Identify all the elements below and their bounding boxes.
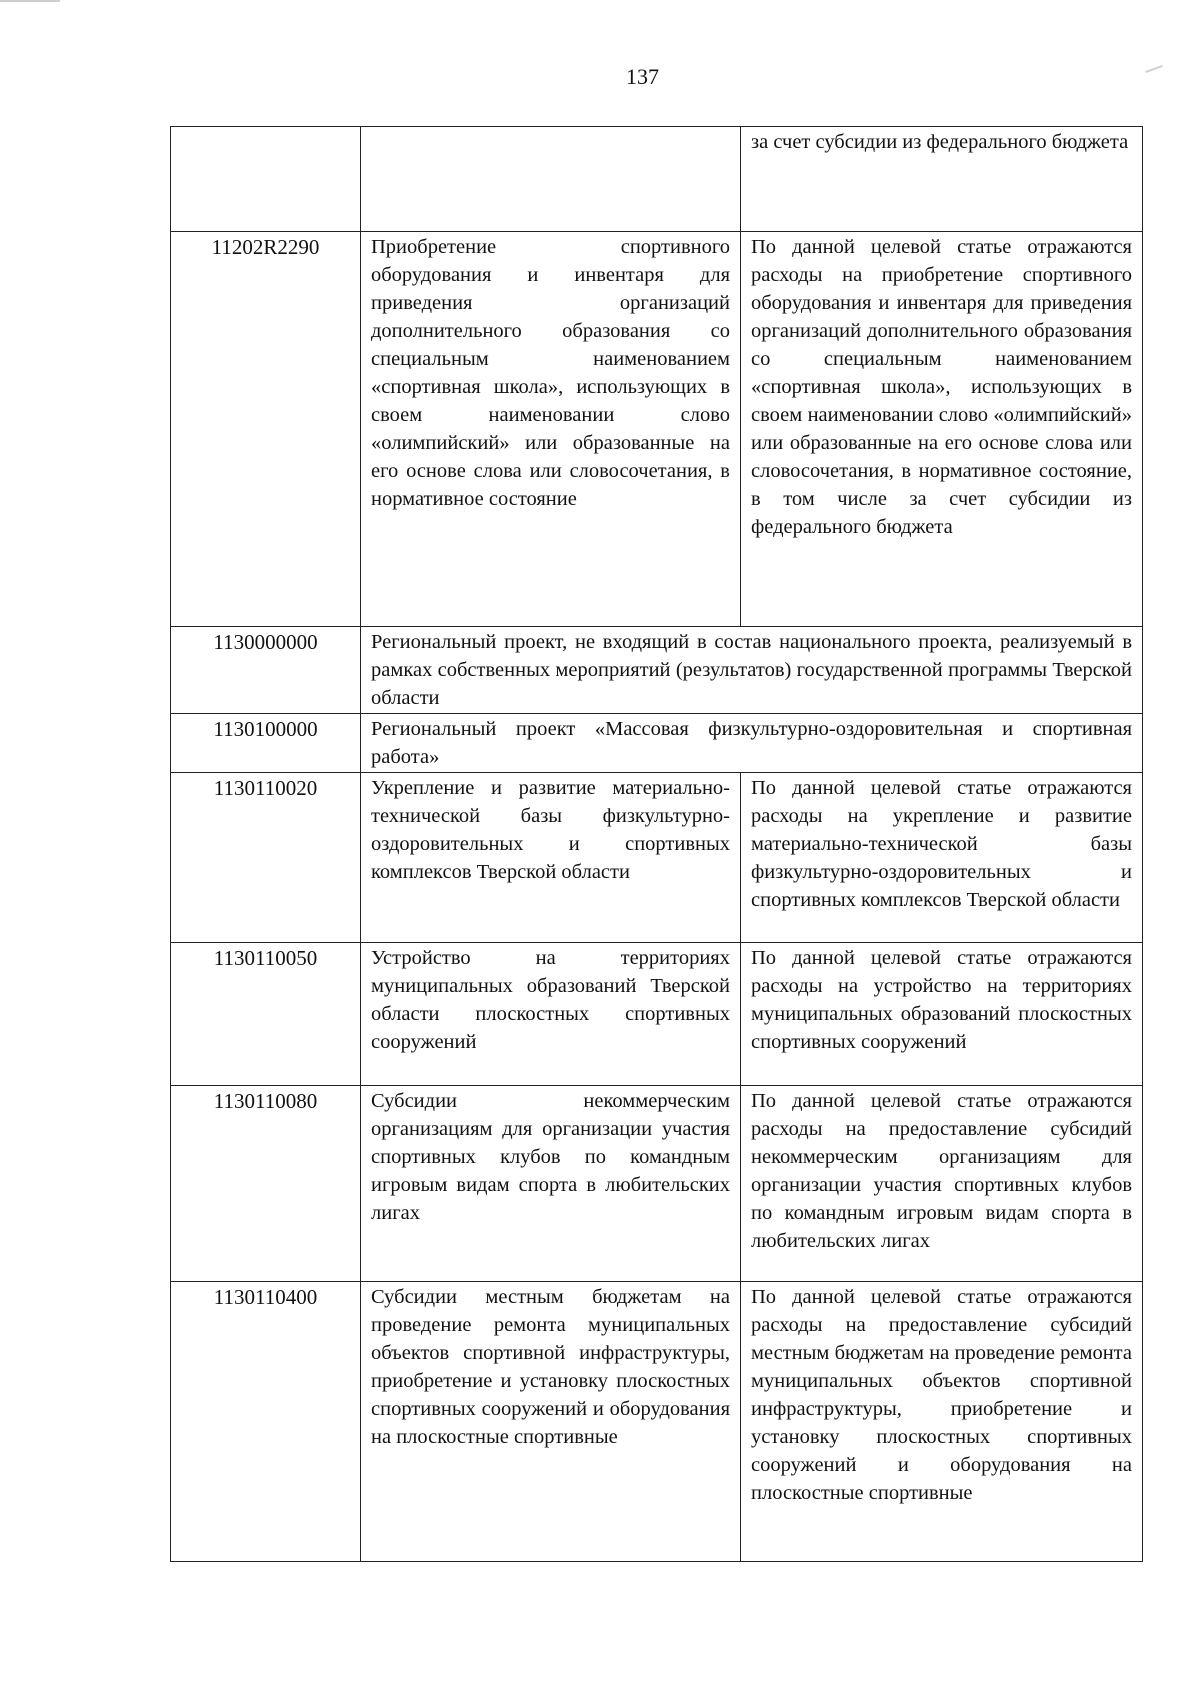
code-cell: 1130000000	[171, 627, 361, 714]
code-cell: 1130110080	[171, 1086, 361, 1282]
page-number: 137	[626, 64, 659, 89]
code-cell: 1130110050	[171, 943, 361, 1086]
code-cell: 1130100000	[171, 714, 361, 773]
code-cell: 1130110020	[171, 773, 361, 943]
description-cell: По данной целевой статье отражаются расходы на укрепление и развитие материально-технической базы физкультурно-оздоровительных и спортивных комплексов Тверской области	[741, 773, 1143, 943]
code-cell: 11202R2290	[171, 232, 361, 627]
description-cell: По данной целевой статье отражаются расходы на устройство на территориях муниципальных образований плоскостных спортивных сооружений	[741, 943, 1143, 1086]
code-cell: 1130110400	[171, 1282, 361, 1562]
budget-classification-table	[170, 126, 1143, 1562]
name-cell: Субсидии некоммерческим организациям для организации участия спортивных клубов по командным игровым видам спорта в любительских лигах	[361, 1086, 741, 1282]
table-row	[171, 1086, 1143, 1282]
name-cell: Устройство на территориях муниципальных образований Тверской области плоскостных спортивных сооружений	[361, 943, 741, 1086]
merged-description-cell: Региональный проект «Массовая физкультурно-оздоровительная и спортивная работа»	[361, 714, 1143, 773]
table-row	[171, 773, 1143, 943]
name-cell	[361, 127, 741, 232]
table-row	[171, 943, 1143, 1086]
description-cell: По данной целевой статье отражаются расходы на предоставление субсидий некоммерческим организациям для организации участия спортивных клубов по командным игровым видам спорта в любительских лигах	[741, 1086, 1143, 1282]
description-cell: По данной целевой статье отражаются расходы на приобретение спортивного оборудования и инвентаря для приведения организаций дополнительного образования со специальным наименованием «спортивная школа», использующих в своем наименовании слово «олимпийский» или образованные на его основе слова или словосочетания, в нормативное состояние, в том числе за счет субсидии из федерального бюджета	[741, 232, 1143, 627]
table-row	[171, 127, 1143, 232]
table-row	[171, 714, 1143, 773]
code-cell	[171, 127, 361, 232]
table-row	[171, 232, 1143, 627]
description-cell: за счет субсидии из федерального бюджета	[741, 127, 1143, 232]
table-row	[171, 1282, 1143, 1562]
merged-description-cell: Региональный проект, не входящий в состав национального проекта, реализуемый в рамках собственных мероприятий (результатов) государственной программы Тверской области	[361, 627, 1143, 714]
name-cell: Укрепление и развитие материально-технической базы физкультурно-оздоровительных и спортивных комплексов Тверской области	[361, 773, 741, 943]
name-cell: Субсидии местным бюджетам на проведение ремонта муниципальных объектов спортивной инфраструктуры, приобретение и установку плоскостных спортивных сооружений и оборудования на плоскостные спортивные	[361, 1282, 741, 1562]
table-row	[171, 627, 1143, 714]
scan-edge-line	[0, 0, 60, 2]
name-cell: Приобретение спортивного оборудования и инвентаря для приведения организаций дополнительного образования со специальным наименованием «спортивная школа», использующих в своем наименовании слово «олимпийский» или образованные на его основе слова или словосочетания, в нормативное состояние	[361, 232, 741, 627]
description-cell: По данной целевой статье отражаются расходы на предоставление субсидий местным бюджетам на проведение ремонта муниципальных объектов спортивной инфраструктуры, приобретение и установку плоскостных спортивных сооружений и оборудования на плоскостные спортивные	[741, 1282, 1143, 1562]
